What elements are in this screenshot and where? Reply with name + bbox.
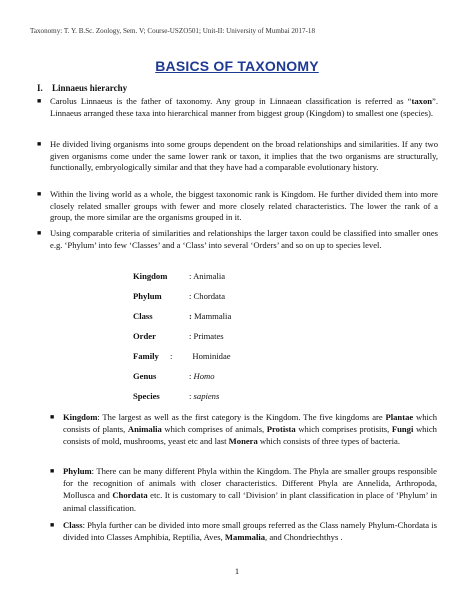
bullet-marker: ■ <box>37 229 42 237</box>
text-span: which consists of mold, mushrooms, yeast etc and last <box>63 424 437 447</box>
separator: : <box>170 351 173 361</box>
section-heading-text: Linnaeus hierarchy <box>52 83 128 93</box>
value-text: sapiens <box>193 391 220 401</box>
value-text: Mammalia <box>194 311 232 321</box>
bullet-marker: ■ <box>37 190 42 198</box>
bold-term-taxon: taxon <box>411 96 433 106</box>
rank-value <box>189 391 219 401</box>
text-span: : The largest as well as the first category is the Kingdom. The five kingdoms are <box>97 412 386 422</box>
bullet-paragraph-3: Within the living world as a whole, the biggest taxonomic rank is Kingdom. He further divided them into more closely related smaller groups with fewer and more closely related characteristics. The lower the rank of a group, the more similar are the organisms grouped in it. <box>50 189 438 223</box>
rank-label: Order <box>133 331 156 341</box>
rank-value <box>189 291 225 301</box>
separator: : <box>189 371 192 381</box>
value-text: Animalia <box>193 271 226 281</box>
separator: : <box>189 291 192 301</box>
text-span: which consists of plants, <box>63 412 437 435</box>
rank-label: Family <box>133 351 159 361</box>
bullet-marker: ■ <box>37 97 42 105</box>
rank-label: Class <box>133 311 153 321</box>
bullet-marker: ■ <box>50 413 55 421</box>
rank-label: Genus <box>133 371 157 381</box>
bullet-marker: ■ <box>50 521 55 529</box>
kingdom-paragraph <box>63 411 437 448</box>
bold-term-chordata: Chordata <box>112 490 148 501</box>
bold-term-phylum: Phylum <box>63 466 92 476</box>
bold-term-animalia: Animalia <box>127 424 162 435</box>
rank-value <box>189 311 231 321</box>
bold-term-protista: Protista <box>266 424 296 435</box>
phylum-paragraph <box>63 465 437 514</box>
rank-value <box>189 331 224 341</box>
separator: : <box>189 391 192 401</box>
separator: : <box>189 331 192 341</box>
text-span: : There can be many different Phyla within the Kingdom. The Phyla are smaller groups responsible for the recognition of animals with closer characteristics. Different Phyla are Annelida, Arthropoda, Mollusca and <box>63 466 437 501</box>
bullet-paragraph-1 <box>50 96 438 119</box>
bullet-paragraph-2: He divided living organisms into some groups dependent on the broad relationships and similarities. If any two given organisms come under the same lower rank or taxon, it implies that the two organisms are structurally, functionally, embryologically similar and that they have had a comparable evolutionary history. <box>50 139 438 173</box>
text-span: ”. Linnaeus arranged these taxa into hierarchical manner from biggest group (Kingdom) to smallest one (species). <box>50 96 438 118</box>
text-span: : Phyla further can be divided into more small groups referred as the Class namely Phylum-Chordata is divided into Classes Amphibia, Reptilia, Aves, <box>63 520 437 543</box>
separator: : <box>189 271 192 281</box>
text-span: Carolus Linnaeus is the father of taxonomy. Any group in Linnaean classification is referred as “ <box>50 96 412 106</box>
bullet-paragraph-4: Using comparable criteria of similarities and relationships the larger taxon could be classified into smaller ones e.g. ‘Phylum’ into few ‘Classes’ and a ‘Class’ into several ‘Orders’ and so on up to species level. <box>50 228 438 250</box>
rank-label: Kingdom <box>133 271 168 281</box>
rank-value <box>189 371 215 381</box>
text-span: etc. It is customary to call ‘Division’ in plant classification in place of ‘Phylum’ in animal classification. <box>63 490 437 513</box>
separator: : <box>189 311 192 321</box>
rank-label: Species <box>133 391 160 401</box>
rank-value <box>189 271 225 281</box>
bold-term-kingdom: Kingdom <box>63 412 98 422</box>
bullet-marker: ■ <box>50 467 55 475</box>
bold-term-monera: Monera <box>228 436 258 447</box>
bold-term-plantae: Plantae <box>385 412 414 422</box>
value-text: Hominidae <box>192 351 231 361</box>
value-text: Chordata <box>193 291 226 301</box>
page-title: BASICS OF TAXONOMY <box>155 58 319 74</box>
bold-term-class: Class <box>63 520 83 530</box>
rank-label: Phylum <box>133 291 162 301</box>
page-number: 1 <box>234 566 240 576</box>
section-number: I. <box>37 83 43 93</box>
section-heading <box>37 83 127 93</box>
text-span: which comprises of animals, <box>161 424 267 435</box>
text-span: which consists of three types of bacteria. <box>257 436 401 447</box>
text-span: , and Chondriechthys . <box>265 532 343 543</box>
bullet-marker: ■ <box>37 140 42 148</box>
bold-term-fungi: Fungi <box>391 424 414 435</box>
running-header: Taxonomy: T. Y. B.Sc. Zoology, Sem. V; Course-USZO501; Unit-II: University of Mumbai 2017-18 <box>30 27 316 35</box>
rank-value <box>170 351 231 361</box>
bold-term-mammalia: Mammalia <box>224 532 266 543</box>
class-paragraph <box>63 519 437 543</box>
value-text: Primates <box>193 331 224 341</box>
value-text: Homo <box>193 371 215 381</box>
text-span: which comprises protisits, <box>295 424 392 435</box>
